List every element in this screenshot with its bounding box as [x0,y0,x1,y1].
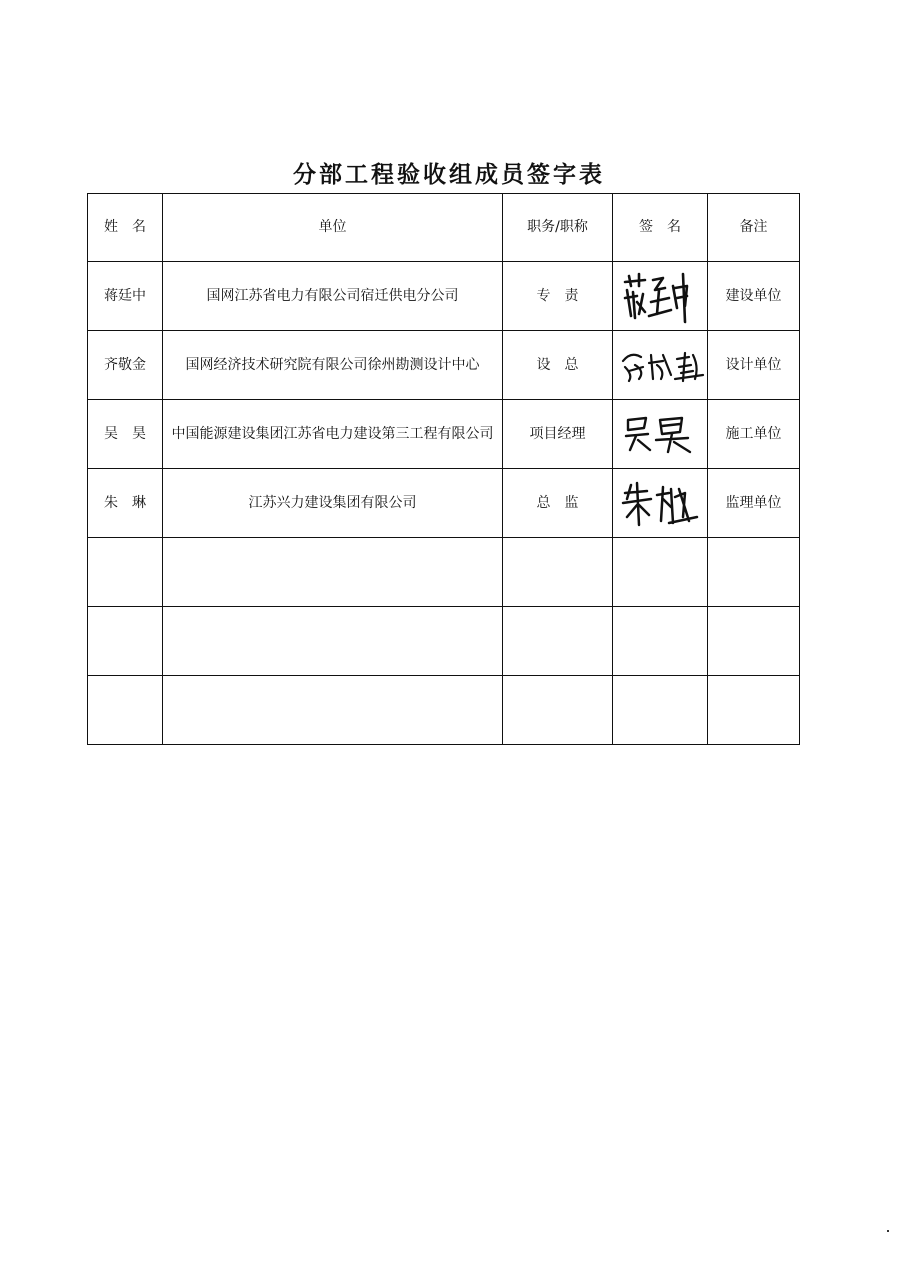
member-signature [613,262,708,331]
signature-table [87,193,800,745]
table-header-row [88,194,800,262]
header-unit: 单位 [163,194,503,262]
handwritten-signature-icon [620,412,700,456]
table-row-empty [88,676,800,745]
member-position: 专 责 [503,262,613,331]
member-name: 朱 琳 [88,469,163,538]
header-signature: 签 名 [613,194,708,262]
member-remark: 建设单位 [708,262,800,331]
scan-speck [887,1230,889,1232]
member-remark: 设计单位 [708,331,800,400]
member-unit: 国网江苏省电力有限公司宿迁供电分公司 [163,262,503,331]
page-title: 分部工程验收组成员签字表 [293,162,605,188]
member-position: 设 总 [503,331,613,400]
handwritten-signature-icon [619,268,705,324]
member-unit: 国网经济技术研究院有限公司徐州勘测设计中心 [163,331,503,400]
member-position: 项目经理 [503,400,613,469]
member-remark: 监理单位 [708,469,800,538]
member-remark: 施工单位 [708,400,800,469]
handwritten-signature-icon [619,477,703,529]
member-signature [613,331,708,400]
header-remark: 备注 [708,194,800,262]
table-row [88,469,800,538]
member-unit: 中国能源建设集团江苏省电力建设第三工程有限公司 [163,400,503,469]
member-signature [613,400,708,469]
header-position: 职务/职称 [503,194,613,262]
member-signature [613,469,708,538]
header-name: 姓 名 [88,194,163,262]
member-name: 齐敬金 [88,331,163,400]
member-position: 总 监 [503,469,613,538]
table-row [88,262,800,331]
member-unit: 江苏兴力建设集团有限公司 [163,469,503,538]
member-name: 蒋廷中 [88,262,163,331]
member-name: 吴 昊 [88,400,163,469]
table-row-empty [88,607,800,676]
table-row-empty [88,538,800,607]
table-row [88,331,800,400]
handwritten-signature-icon [619,345,707,385]
table-row [88,400,800,469]
